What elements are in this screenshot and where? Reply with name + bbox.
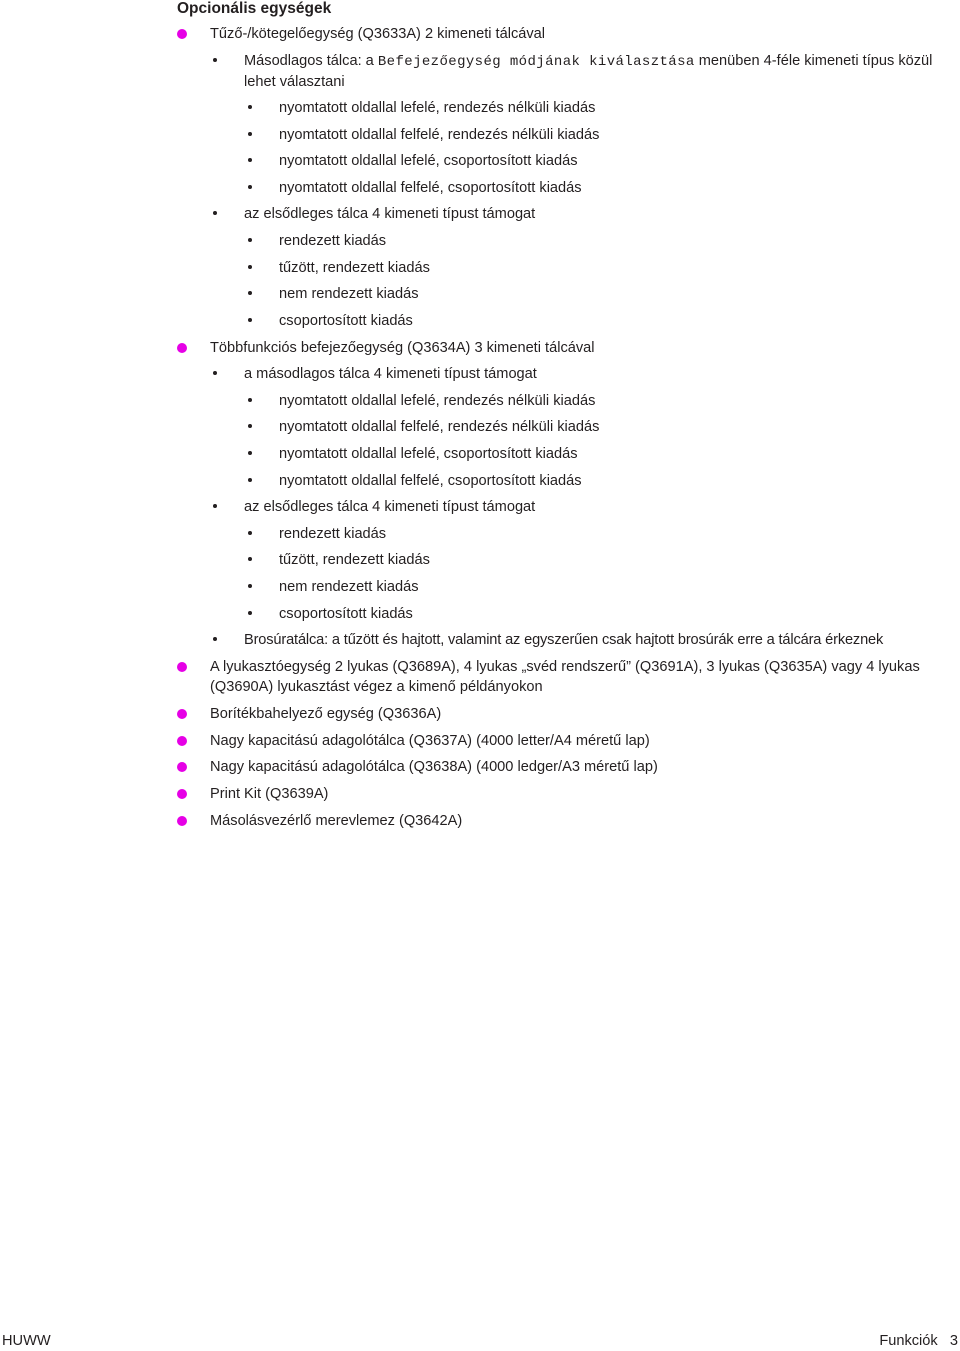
bullet-icon (248, 424, 252, 428)
item-text: nyomtatott oldallal felfelé, csoportosított kiadás (279, 473, 582, 489)
list-item (279, 231, 949, 251)
item-text: nyomtatott oldallal felfelé, rendezés nélküli kiadás (279, 127, 600, 143)
item-text: nyomtatott oldallal lefelé, rendezés nélküli kiadás (279, 393, 596, 409)
list-item (279, 444, 949, 464)
item-text: tűzött, rendezett kiadás (279, 552, 430, 568)
list-item (244, 630, 956, 650)
list-item (244, 204, 950, 224)
list-item (244, 51, 950, 92)
item-text: az elsődleges tálca 4 kimeneti típust támogat (244, 499, 536, 515)
magenta-bullet-icon (177, 343, 187, 353)
list-item (279, 417, 949, 437)
magenta-bullet-icon (177, 762, 187, 772)
bullet-icon (213, 637, 217, 641)
item-text: a másodlagos tálca 4 kimeneti típust támogat (244, 366, 537, 382)
list-item (244, 497, 950, 517)
item-text: tűzött, rendezett kiadás (279, 260, 430, 276)
item-text: nyomtatott oldallal felfelé, csoportosított kiadás (279, 180, 582, 196)
bullet-icon (248, 584, 252, 588)
list-item (279, 98, 949, 118)
item-text: nem rendezett kiadás (279, 579, 419, 595)
list-item (210, 811, 950, 831)
footer-right: Funkciók 3 (879, 1333, 958, 1349)
bullet-icon (248, 611, 252, 615)
bullet-icon (248, 158, 252, 162)
item-text: Nagy kapacitású adagolótálca (Q3637A) (4000 letter/A4 méretű lap) (210, 733, 650, 749)
magenta-bullet-icon (177, 29, 187, 39)
bullet-icon (213, 58, 217, 62)
list-item (279, 151, 949, 171)
bullet-icon (213, 371, 217, 375)
bullet-icon (248, 132, 252, 136)
item-text: menüben 4-féle kimeneti típus közül lehet választani (244, 53, 933, 90)
list-item (210, 338, 950, 358)
item-text: A lyukasztóegység 2 lyukas (Q3689A), 4 lyukas „svéd rendszerű” (Q3691A), 3 lyukas (Q3635A) vagy 4 lyukas (Q3690A) lyukasztást végez a kimenő példányokon (210, 659, 920, 695)
list-item (210, 704, 950, 724)
magenta-bullet-icon (177, 736, 187, 746)
list-item (279, 311, 949, 331)
list-item (210, 731, 950, 751)
item-text: csoportosított kiadás (279, 313, 413, 329)
bullet-icon (248, 531, 252, 535)
list-item (279, 125, 949, 145)
bullet-icon (248, 557, 252, 561)
bullet-icon (248, 265, 252, 269)
list-item (279, 604, 949, 624)
item-text: Brosúratálca: a tűzött és hajtott, valamint az egyszerűen csak hajtott brosúrák erre a tálcára érkeznek (244, 632, 884, 648)
list-item (210, 784, 950, 804)
bullet-icon (213, 211, 217, 215)
list-item (210, 757, 950, 777)
item-text: Nagy kapacitású adagolótálca (Q3638A) (4000 ledger/A3 méretű lap) (210, 759, 658, 775)
magenta-bullet-icon (177, 662, 187, 672)
item-text: Tűző-/kötegelőegység (Q3633A) 2 kimeneti tálcával (210, 26, 546, 42)
list-item (279, 284, 949, 304)
magenta-bullet-icon (177, 816, 187, 826)
list-item (210, 657, 945, 697)
bullet-icon (248, 478, 252, 482)
item-text: Másodlagos tálca: a (244, 53, 378, 69)
list-item (279, 258, 949, 278)
item-text: az elsődleges tálca 4 kimeneti típust támogat (244, 206, 536, 222)
bullet-icon (213, 504, 217, 508)
item-text: nyomtatott oldallal lefelé, csoportosított kiadás (279, 446, 578, 462)
list-item (279, 178, 949, 198)
footer-left: HUWW (2, 1333, 51, 1349)
list-item (279, 577, 949, 597)
item-text: Print Kit (Q3639A) (210, 786, 329, 802)
bullet-icon (248, 291, 252, 295)
section-heading: Opcionális egységek (177, 0, 332, 17)
list-item (279, 524, 949, 544)
item-text: Másolásvezérlő merevlemez (Q3642A) (210, 813, 463, 829)
list-item (210, 24, 950, 44)
item-text: nem rendezett kiadás (279, 286, 419, 302)
item-text: rendezett kiadás (279, 233, 387, 249)
item-text: nyomtatott oldallal felfelé, rendezés nélküli kiadás (279, 419, 600, 435)
bullet-icon (248, 451, 252, 455)
item-text: nyomtatott oldallal lefelé, rendezés nélküli kiadás (279, 100, 596, 116)
item-text: Borítékbahelyező egység (Q3636A) (210, 706, 442, 722)
bullet-icon (248, 238, 252, 242)
bullet-icon (248, 318, 252, 322)
list-item (279, 471, 949, 491)
list-item (279, 391, 949, 411)
menu-name: Befejezőegység módjának kiválasztása (377, 54, 695, 70)
magenta-bullet-icon (177, 709, 187, 719)
bullet-icon (248, 398, 252, 402)
magenta-bullet-icon (177, 789, 187, 799)
list-item (244, 364, 950, 384)
item-text: Többfunkciós befejezőegység (Q3634A) 3 kimeneti tálcával (210, 340, 595, 356)
item-text: rendezett kiadás (279, 526, 387, 542)
item-text: csoportosított kiadás (279, 606, 413, 622)
list-item (279, 550, 949, 570)
bullet-icon (248, 105, 252, 109)
item-text: nyomtatott oldallal lefelé, csoportosított kiadás (279, 153, 578, 169)
bullet-icon (248, 185, 252, 189)
